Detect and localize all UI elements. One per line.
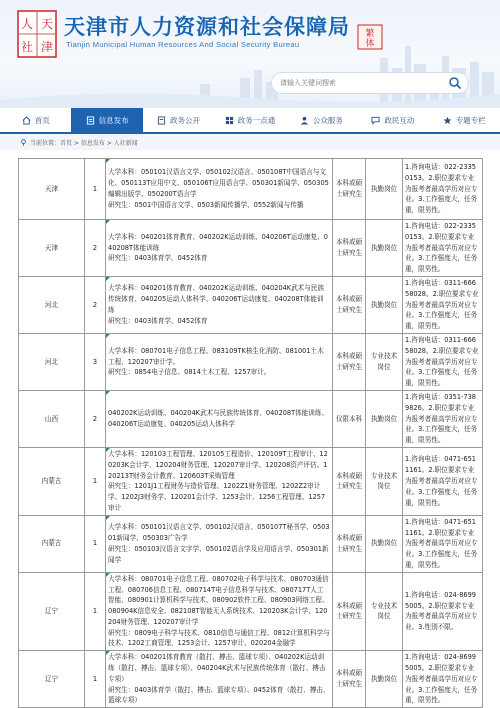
post-type-cell: 专业技术岗位 <box>366 333 403 390</box>
count-cell: 1 <box>85 651 106 708</box>
major-cell: 大学本科：080701电子信息工程、083109TK核生化消防、081001土木工程、120207审计学。 研究生：0854电子信息、0814土木工程、1257审计。 <box>106 333 333 390</box>
nav-label: 公众服务 <box>312 115 343 125</box>
education-cell: 仅限本科 <box>333 390 366 447</box>
svg-text:天: 天 <box>40 17 54 31</box>
post-type-cell: 执勤岗位 <box>366 220 403 277</box>
education-cell: 本科或硕士研究生 <box>333 515 366 572</box>
search-icon[interactable] <box>448 76 462 90</box>
major-cell: 大学本科：040201体育教育、040202K运动训练、040204K武术与民族传统体育、040205运动人体科学、040206T运动康复、040208T体能训练 研究生：0403体育学、0452体育 <box>106 276 333 333</box>
education-cell: 本科或硕士研究生 <box>333 572 366 651</box>
home-icon <box>22 116 31 125</box>
nav-label: 政民互动 <box>384 115 415 125</box>
post-type-cell: 执勤岗位 <box>366 159 403 220</box>
recruitment-table-container <box>18 158 482 708</box>
education-cell: 本科或硕士研究生 <box>333 276 366 333</box>
table-row <box>19 515 483 572</box>
region-cell: 天津 <box>19 220 85 277</box>
major-cell: 大学本科：080701电子信息工程、080702电子科学与技术、080703通信工程、080706信息工程、080714T电子信息科学与技术、080717T人工智能、080901计算机科学与技术、080902软件工程、080903网络工程、080904K信息安全、082108T智能无人系统技术、120203K会计学、120204财务管理、120207审计学 研究生：0809电子科学与技术、0810信息与通信工程、0812计算机科学与技术、1202工商管理、1253会计、1257审计、020204金融学 <box>106 572 333 651</box>
count-cell: 1 <box>85 159 106 220</box>
count-cell: 1 <box>85 447 106 515</box>
region-cell: 天津 <box>19 159 85 220</box>
star-icon <box>443 116 452 125</box>
table-row <box>19 220 483 277</box>
count-cell: 2 <box>85 390 106 447</box>
location-icon <box>20 139 27 146</box>
major-cell: 大学本科：050101汉语言文学、050102汉语言、050108T中国语言与文化、050113T应用中文、050106T应用语言学、050301新闻学、050305编辑出版学、050200T语言学 研究生：0501中国语言文学、0503新闻传播学、0552新闻与传播 <box>106 159 333 220</box>
count-cell: 1 <box>85 572 106 651</box>
table-row <box>19 390 483 447</box>
nav-label: 政务公开 <box>170 115 201 125</box>
nav-item-gov-affairs[interactable] <box>143 108 214 132</box>
region-cell: 山西 <box>19 390 85 447</box>
education-cell: 本科或硕士研究生 <box>333 220 366 277</box>
table-row <box>19 333 483 390</box>
doc-icon <box>157 116 166 125</box>
nav-item-gov-one-stop[interactable] <box>214 108 285 132</box>
note-cell: 1.咨询电话：022-23350153。2.职位要求专业为报考者最高学历对应专业。3.工作强度大，任务重，限男性。 <box>403 220 483 277</box>
nav-item-public-service[interactable] <box>286 108 357 132</box>
svg-text:体: 体 <box>365 39 375 49</box>
nav-item-info-release[interactable] <box>71 108 142 132</box>
table-row <box>19 159 483 220</box>
search-box <box>272 73 468 93</box>
breadcrumb-text: 当前位置：首页 > 信息发布 > 人社新闻 <box>30 139 138 147</box>
region-cell: 辽宁 <box>19 572 85 651</box>
major-cell: 大学本科：120103工程管理、120105工程造价、120109T工程审计、120203K会计学、120204财务管理、120207审计学、120208资产评估、120213T财务会计教育、120603T采购管理 研究生：1201J1工程财务与造价管理、1202Z1财务管理、1202Z2审计学、1202J3财务学、120201会计学、1253会计、1256工程管理、1257审计 <box>106 447 333 515</box>
note-cell: 1.咨询电话：0311-66658028。2.职位要求专业为报考者最高学历对应专业。3.工作强度大，任务重，限男性。 <box>403 333 483 390</box>
site-header <box>0 0 500 108</box>
nav-label: 政务一点通 <box>237 115 276 125</box>
post-type-cell: 执勤岗位 <box>366 651 403 708</box>
count-cell: 2 <box>85 276 106 333</box>
nav-label: 专题专栏 <box>455 115 486 125</box>
post-type-cell: 执勤岗位 <box>366 276 403 333</box>
note-cell: 1.咨询电话：0471-6511161。2.职位要求专业为报考者最高学历对应专业。3.工作强度大，任务重，限男性。 <box>403 447 483 515</box>
table-row <box>19 572 483 651</box>
nav-item-home[interactable] <box>0 108 71 132</box>
traditional-chinese-toggle-icon[interactable] <box>357 24 383 50</box>
post-type-cell: 执勤岗位 <box>366 390 403 447</box>
education-cell: 本科或硕士研究生 <box>333 159 366 220</box>
note-cell: 1.咨询电话：0471-6511161。2.职位要求专业为报考者最高学历对应专业。3.工作强度大，任务重，限男性。 <box>403 515 483 572</box>
count-cell: 2 <box>85 220 106 277</box>
education-cell: 本科或硕士研究生 <box>333 651 366 708</box>
info-icon <box>86 116 95 125</box>
recruitment-table <box>18 158 483 708</box>
people-icon <box>300 116 309 125</box>
region-cell: 河北 <box>19 276 85 333</box>
note-cell: 1.咨询电话：022-23350153。2.职位要求专业为报考者最高学历对应专业。3.工作强度大，任务重，限男性。 <box>403 159 483 220</box>
main-nav <box>0 108 500 134</box>
major-cell: 大学本科：040201体育教育（散打、搏击、篮球专项）、040202K运动训练（散打、搏击、篮球专项）、040204K武术与民族传统体育（散打、搏击专项） 研究生：0403体育学（散打、搏击、篮球专项）、0452体育（散打、搏击、篮球专项） <box>106 651 333 708</box>
grid-icon <box>225 116 234 125</box>
post-type-cell: 专业技术岗位 <box>366 447 403 515</box>
svg-text:人: 人 <box>20 17 34 31</box>
table-row <box>19 276 483 333</box>
nav-item-special-topics[interactable] <box>429 108 500 132</box>
education-cell: 本科或硕士研究生 <box>333 333 366 390</box>
site-title: 天津市人力资源和社会保障局 <box>64 14 350 39</box>
svg-text:繁: 繁 <box>365 29 375 39</box>
table-row <box>19 651 483 708</box>
note-cell: 1.咨询电话：024-86995005。2.职位要求专业为报考者最高学历对应专业。3.性别不限。 <box>403 572 483 651</box>
search-input[interactable] <box>280 76 440 90</box>
breadcrumb <box>0 134 500 150</box>
region-cell: 内蒙古 <box>19 515 85 572</box>
region-cell: 河北 <box>19 333 85 390</box>
bureau-logo-icon <box>17 10 57 58</box>
svg-text:津: 津 <box>40 40 54 54</box>
post-type-cell: 执勤岗位 <box>366 515 403 572</box>
chat-icon <box>371 116 380 125</box>
major-cell: 大学本科：050101汉语言文学、050102汉语言、050107T秘书学、050301新闻学、050303广告学 研究生：050103汉语言文字学、050102语言学及应用语言学、050301新闻学 <box>106 515 333 572</box>
count-cell: 1 <box>85 515 106 572</box>
count-cell: 3 <box>85 333 106 390</box>
site-title-english: Tianjin Municipal Human Resources And Social Security Bureau <box>66 40 300 49</box>
education-cell: 本科或硕士研究生 <box>333 447 366 515</box>
nav-label: 首页 <box>34 115 50 125</box>
note-cell: 1.咨询电话：0311-66658028。2.职位要求专业为报考者最高学历对应专业。3.工作强度大，任务重，限男性。 <box>403 276 483 333</box>
nav-label: 信息发布 <box>98 115 129 125</box>
region-cell: 内蒙古 <box>19 447 85 515</box>
nav-item-interaction[interactable] <box>357 108 428 132</box>
note-cell: 1.咨询电话：0351-7389826。2.职位要求专业为报考者最高学历对应专业。3.工作强度大，任务重，限男性。 <box>403 390 483 447</box>
note-cell: 1.咨询电话：024-86995005。2.职位要求专业为报考者最高学历对应专业。3.工作强度大，任务重，限男性。 <box>403 651 483 708</box>
region-cell: 辽宁 <box>19 651 85 708</box>
svg-text:社: 社 <box>20 40 34 54</box>
major-cell: 大学本科：040201体育教育、040202K运动训练、040206T运动康复、040208T体能训练 研究生：0403体育学、0452体育 <box>106 220 333 277</box>
table-row <box>19 447 483 515</box>
major-cell: 040202K运动训练、040204K武术与民族传统体育、040208T体能训练、040206T运动康复、040205运动人体科学 <box>106 390 333 447</box>
post-type-cell: 专业技术岗位 <box>366 572 403 651</box>
